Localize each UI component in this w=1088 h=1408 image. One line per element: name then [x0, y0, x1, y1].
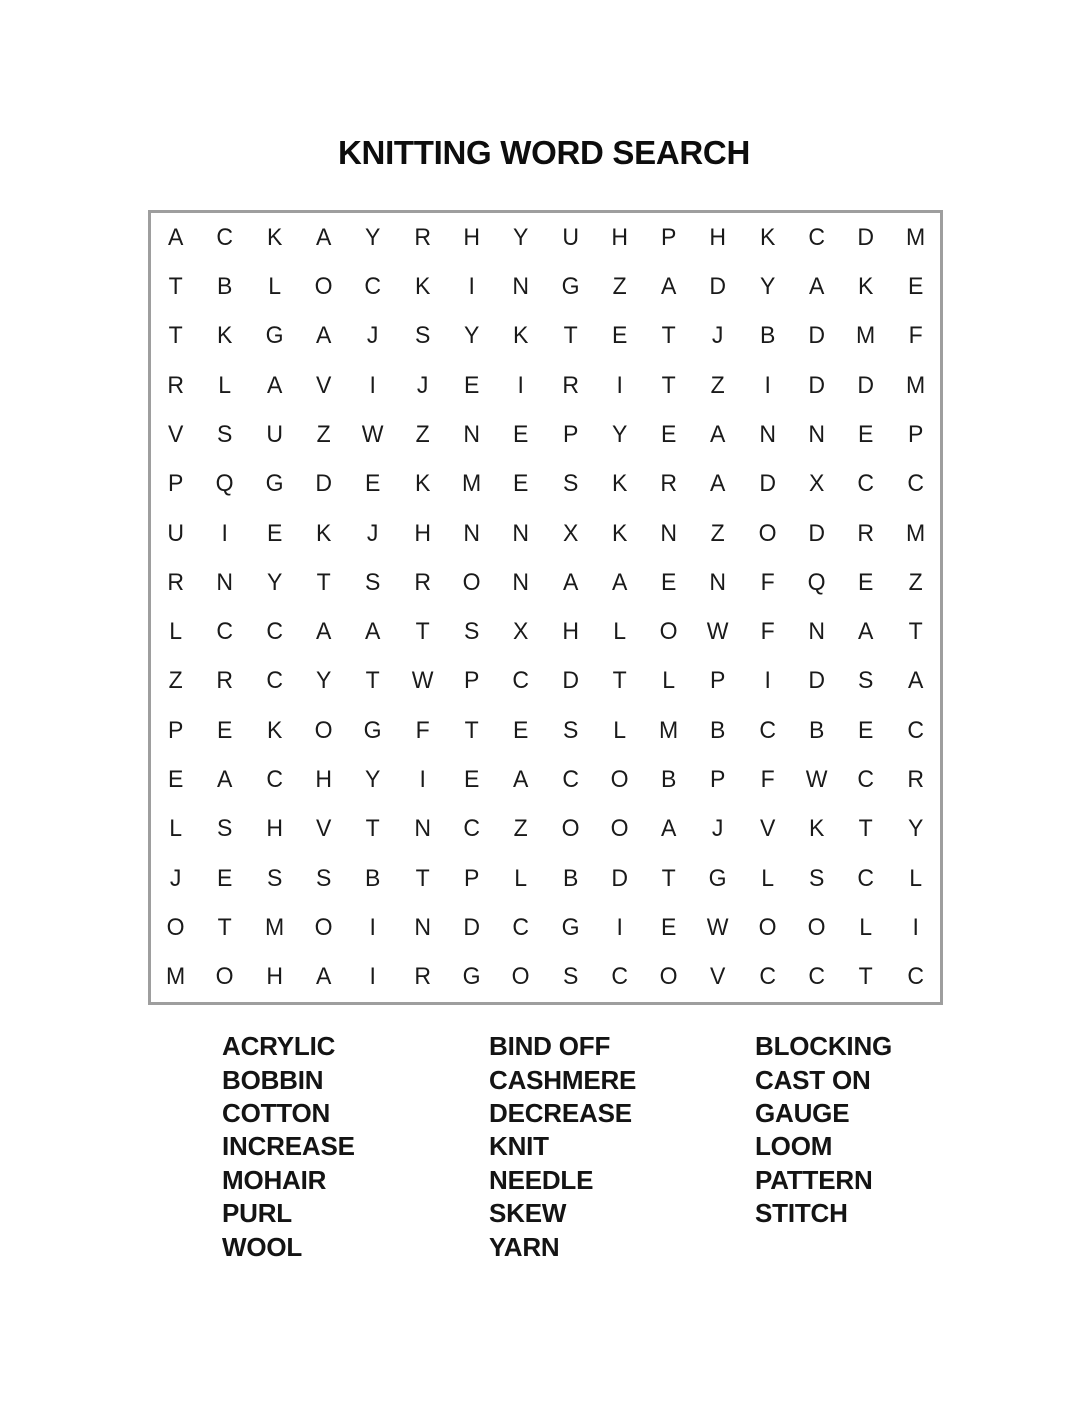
grid-cell-r7c11: N: [660, 519, 678, 547]
grid-cell-r10c16: A: [907, 667, 924, 695]
grid-cell-r3c7: Y: [463, 322, 480, 350]
grid-cell-r3c9: T: [563, 322, 578, 350]
grid-cell-r8c12: N: [709, 568, 727, 596]
grid-cell-r14c10: D: [611, 864, 628, 892]
grid-cell-r1c16: M: [905, 223, 925, 251]
grid-cell-r3c3: G: [265, 322, 284, 350]
grid-cell-r2c4: O: [314, 272, 333, 300]
grid-cell-r2c12: D: [709, 272, 727, 300]
word-list-item: GAUGE: [755, 1097, 850, 1128]
grid-cell-r2c2: B: [217, 272, 233, 300]
grid-cell-r13c11: A: [661, 815, 677, 843]
grid-cell-r4c7: E: [463, 371, 480, 399]
grid-cell-r14c2: E: [217, 864, 233, 892]
word-list-item: CASHMERE: [489, 1064, 637, 1095]
word-list-item: BOBBIN: [222, 1064, 324, 1095]
word-list-item: INCREASE: [222, 1131, 355, 1162]
grid-cell-r6c14: X: [809, 470, 825, 498]
grid-cell-r3c14: D: [808, 322, 826, 350]
grid-cell-r2c5: C: [364, 272, 382, 300]
grid-cell-r15c7: D: [463, 914, 480, 942]
grid-cell-r6c10: K: [611, 470, 628, 498]
grid-cell-r8c16: Z: [908, 568, 923, 596]
grid-cell-r2c13: Y: [759, 272, 776, 300]
grid-cell-r10c1: Z: [168, 667, 183, 695]
word-list-item: MOHAIR: [222, 1164, 327, 1195]
grid-cell-r13c10: O: [610, 815, 629, 843]
grid-cell-r9c10: L: [613, 618, 626, 646]
word-list-item: PURL: [222, 1198, 292, 1229]
word-list-item: LOOM: [755, 1131, 833, 1162]
grid-cell-r6c11: R: [660, 470, 678, 498]
word-list-item: ACRYLIC: [222, 1031, 336, 1062]
grid-cell-r1c11: P: [661, 223, 677, 251]
grid-cell-r10c9: D: [561, 667, 579, 695]
grid-cell-r2c7: I: [468, 272, 475, 300]
grid-cell-r13c4: V: [315, 815, 332, 843]
grid-cell-r8c10: A: [611, 568, 628, 596]
grid-cell-r8c4: T: [316, 568, 331, 596]
grid-cell-r7c6: H: [413, 519, 431, 547]
grid-cell-r13c7: C: [463, 815, 480, 843]
grid-cell-r2c9: G: [561, 272, 580, 300]
grid-cell-r6c15: C: [857, 470, 875, 498]
grid-cell-r4c9: R: [561, 371, 579, 399]
grid-cell-r11c7: T: [464, 716, 479, 744]
grid-cell-r7c3: E: [266, 519, 282, 547]
grid-cell-r2c14: A: [809, 272, 825, 300]
grid-cell-r11c11: M: [659, 716, 679, 744]
grid-cell-r13c13: V: [759, 815, 776, 843]
grid-cell-r10c8: C: [512, 667, 530, 695]
grid-cell-r2c3: L: [267, 272, 281, 300]
word-list-item: CAST ON: [755, 1064, 871, 1095]
grid-cell-r1c7: H: [463, 223, 480, 251]
grid-cell-r9c3: C: [265, 618, 283, 646]
grid-cell-r11c3: K: [266, 716, 282, 744]
grid-cell-r10c6: W: [411, 667, 434, 695]
grid-cell-r3c11: T: [661, 322, 676, 350]
grid-cell-r15c2: T: [217, 914, 233, 942]
grid-cell-r12c1: E: [167, 766, 184, 794]
grid-cell-r12c7: E: [463, 766, 480, 794]
grid-cell-r4c3: A: [266, 371, 282, 399]
grid-cell-r5c11: E: [661, 420, 677, 448]
grid-cell-r14c15: C: [857, 864, 875, 892]
grid-cell-r7c16: M: [905, 519, 925, 547]
grid-cell-r2c11: A: [661, 272, 677, 300]
grid-cell-r16c10: C: [611, 963, 628, 991]
grid-cell-r16c14: C: [808, 963, 826, 991]
grid-cell-r1c13: K: [759, 223, 776, 251]
grid-cell-r5c1: V: [167, 420, 184, 448]
grid-cell-r6c7: M: [461, 470, 482, 498]
grid-cell-r1c4: A: [315, 223, 332, 251]
grid-cell-r3c2: K: [217, 322, 233, 350]
grid-cell-r8c2: N: [216, 568, 234, 596]
grid-cell-r10c10: T: [612, 667, 627, 695]
grid-cell-r10c13: I: [764, 667, 771, 695]
grid-cell-r1c8: Y: [513, 223, 529, 251]
grid-cell-r15c5: I: [369, 914, 377, 942]
grid-cell-r5c5: W: [362, 420, 384, 448]
grid-cell-r4c5: I: [369, 371, 377, 399]
grid-cell-r12c2: A: [217, 766, 233, 794]
grid-cell-r9c6: T: [415, 618, 430, 646]
grid-cell-r9c2: C: [216, 618, 234, 646]
grid-cell-r3c15: M: [856, 322, 876, 350]
grid-cell-r16c6: R: [413, 963, 431, 991]
grid-cell-r5c13: N: [759, 420, 776, 448]
grid-cell-r1c12: H: [709, 223, 727, 251]
grid-cell-r9c14: N: [808, 618, 826, 646]
grid-cell-r16c5: I: [369, 963, 377, 991]
grid-cell-r5c3: U: [265, 420, 283, 448]
grid-cell-r12c15: C: [857, 766, 875, 794]
grid-cell-r6c6: K: [414, 470, 430, 498]
grid-cell-r10c3: C: [265, 667, 283, 695]
grid-cell-r12c13: F: [760, 766, 775, 794]
grid-cell-r7c1: U: [167, 519, 184, 547]
grid-cell-r16c3: H: [265, 963, 283, 991]
grid-cell-r14c7: P: [463, 864, 480, 892]
grid-cell-r14c11: T: [661, 864, 676, 892]
grid-cell-r15c6: N: [413, 914, 431, 942]
grid-cell-r14c12: G: [709, 864, 728, 892]
grid-cell-r11c4: O: [314, 716, 333, 744]
grid-cell-r4c8: I: [517, 371, 525, 399]
grid-cell-r11c16: C: [907, 716, 924, 744]
grid-cell-r10c15: S: [858, 667, 874, 695]
grid-cell-r16c2: O: [215, 963, 234, 991]
grid-cell-r6c9: S: [562, 470, 578, 498]
grid-cell-r7c4: K: [315, 519, 332, 547]
grid-cell-r15c4: O: [314, 914, 333, 942]
grid-cell-r10c2: R: [216, 667, 234, 695]
grid-cell-r6c5: E: [365, 470, 381, 498]
grid-cell-r9c9: H: [561, 618, 579, 646]
grid-cell-r12c14: W: [805, 766, 828, 794]
grid-cell-r3c5: J: [367, 322, 379, 350]
grid-cell-r11c14: B: [809, 716, 825, 744]
grid-cell-r2c16: E: [907, 272, 924, 300]
grid-cell-r1c9: U: [561, 223, 579, 251]
grid-cell-r16c11: O: [659, 963, 678, 991]
grid-cell-r15c8: C: [512, 914, 530, 942]
grid-cell-r14c9: B: [562, 864, 578, 892]
grid-cell-r4c10: I: [616, 371, 623, 399]
grid-cell-r16c7: G: [462, 963, 481, 991]
word-list-column-2: [489, 1030, 636, 1264]
grid-cell-r8c3: Y: [266, 568, 282, 596]
grid-cell-r6c13: D: [759, 470, 776, 498]
grid-cell-r12c4: H: [315, 766, 332, 794]
word-list-column-1: [222, 1030, 355, 1264]
grid-cell-r6c2: Q: [215, 470, 234, 498]
grid-cell-r1c5: Y: [365, 223, 381, 251]
grid-cell-r5c10: Y: [611, 420, 628, 448]
grid-cell-r3c13: B: [759, 322, 776, 350]
grid-cell-r8c1: R: [167, 568, 184, 596]
grid-cell-r14c5: B: [365, 864, 381, 892]
grid-cell-r15c10: I: [616, 914, 623, 942]
grid-cell-r2c10: Z: [612, 272, 627, 300]
grid-cell-r11c6: F: [415, 716, 430, 744]
grid-cell-r7c13: O: [758, 519, 777, 547]
word-list-item: PATTERN: [755, 1164, 873, 1195]
grid-cell-r13c3: H: [265, 815, 283, 843]
grid-cell-r7c2: I: [221, 519, 229, 547]
grid-cell-r13c16: Y: [907, 815, 924, 843]
word-list-item: KNIT: [489, 1131, 549, 1162]
word-list-item: SKEW: [489, 1198, 567, 1229]
grid-cell-r4c2: L: [218, 371, 232, 399]
word-list-item: BIND OFF: [489, 1031, 611, 1062]
grid-cell-r8c9: A: [562, 568, 578, 596]
grid-cell-r15c14: O: [807, 914, 826, 942]
grid-cell-r14c13: L: [760, 864, 774, 892]
grid-cell-r7c9: X: [562, 519, 578, 547]
grid-cell-r9c15: A: [858, 618, 874, 646]
grid-cell-r13c12: J: [712, 815, 724, 843]
grid-cell-r4c13: I: [764, 371, 771, 399]
grid-cell-r8c7: O: [462, 568, 481, 596]
grid-cell-r9c1: L: [169, 618, 183, 646]
grid-cell-r9c8: X: [513, 618, 529, 646]
grid-cell-r5c16: P: [907, 420, 924, 448]
grid-cell-r6c12: A: [710, 470, 726, 498]
grid-cell-r14c14: S: [809, 864, 825, 892]
grid-cell-r1c1: A: [167, 223, 184, 251]
grid-cell-r13c8: Z: [513, 815, 528, 843]
grid-cell-r11c5: G: [363, 716, 382, 744]
grid-cell-r11c9: S: [562, 716, 578, 744]
grid-cell-r15c9: G: [561, 914, 580, 942]
grid-cell-r10c4: Y: [315, 667, 332, 695]
grid-cell-r7c7: N: [463, 519, 480, 547]
grid-cell-r12c16: R: [907, 766, 924, 794]
grid-cell-r14c4: S: [315, 864, 332, 892]
grid-cell-r8c13: F: [760, 568, 775, 596]
grid-cell-r1c10: H: [611, 223, 628, 251]
word-list-item: STITCH: [755, 1198, 848, 1229]
grid-cell-r16c12: V: [710, 963, 726, 991]
grid-cell-r13c9: O: [561, 815, 580, 843]
grid-cell-r3c12: J: [712, 322, 724, 350]
grid-cell-r10c5: T: [365, 667, 380, 695]
grid-cell-r6c1: P: [167, 470, 184, 498]
letter-grid: [148, 210, 943, 1005]
grid-cell-r16c13: C: [759, 963, 776, 991]
grid-cell-r13c15: T: [858, 815, 874, 843]
word-list-item: YARN: [489, 1231, 560, 1262]
grid-cell-r14c1: J: [169, 864, 182, 892]
grid-cell-r16c15: T: [858, 963, 874, 991]
grid-cell-r12c10: O: [610, 766, 629, 794]
grid-cell-r7c12: Z: [711, 519, 726, 547]
grid-cell-r1c3: K: [266, 223, 282, 251]
grid-cell-r5c7: N: [463, 420, 480, 448]
grid-cell-r3c4: A: [315, 322, 332, 350]
grid-cell-r2c8: N: [512, 272, 530, 300]
word-list-item: NEEDLE: [489, 1164, 594, 1195]
grid-cell-r13c14: K: [809, 815, 825, 843]
grid-cell-r16c9: S: [562, 963, 578, 991]
grid-cell-r16c4: A: [315, 963, 332, 991]
grid-cell-r10c14: D: [808, 667, 826, 695]
grid-cell-r13c2: S: [217, 815, 233, 843]
word-list-item: DECREASE: [489, 1097, 632, 1128]
grid-cell-r3c10: E: [611, 322, 628, 350]
grid-cell-r1c15: D: [857, 223, 875, 251]
grid-cell-r9c4: A: [315, 618, 332, 646]
puzzle-title: KNITTING WORD SEARCH: [338, 134, 750, 171]
grid-cell-r9c5: A: [365, 618, 381, 646]
grid-cell-r14c3: S: [266, 864, 282, 892]
grid-cell-r10c12: P: [710, 667, 726, 695]
grid-cell-r3c8: K: [513, 322, 529, 350]
grid-cell-r14c8: L: [514, 864, 528, 892]
grid-cell-r4c4: V: [315, 371, 332, 399]
grid-cell-r5c2: S: [217, 420, 233, 448]
grid-cell-r3c16: F: [908, 322, 923, 350]
grid-cell-r9c13: F: [760, 618, 775, 646]
grid-cell-r6c3: G: [265, 470, 284, 498]
grid-cell-r15c16: I: [912, 914, 919, 942]
grid-cell-r14c6: T: [415, 864, 430, 892]
word-list-column-3: [755, 1030, 892, 1230]
grid-cell-r11c8: E: [513, 716, 529, 744]
grid-cell-r5c9: P: [562, 420, 578, 448]
grid-cell-r8c8: N: [512, 568, 530, 596]
grid-cell-r9c12: W: [707, 618, 729, 646]
grid-cell-r12c11: B: [661, 766, 677, 794]
grid-cell-r4c1: R: [167, 371, 184, 399]
grid-cell-r2c15: K: [858, 272, 874, 300]
grid-cell-r12c9: C: [561, 766, 579, 794]
grid-cell-r15c3: M: [264, 914, 284, 942]
grid-cell-r15c13: O: [758, 914, 777, 942]
grid-cell-r3c1: T: [168, 322, 183, 350]
grid-cell-r12c8: A: [513, 766, 529, 794]
grid-cell-r12c5: Y: [365, 766, 381, 794]
grid-cell-r12c6: I: [419, 766, 426, 794]
grid-cell-r10c11: L: [662, 667, 676, 695]
grid-cell-r11c10: L: [613, 716, 626, 744]
grid-cell-r5c6: Z: [415, 420, 430, 448]
word-list-item: WOOL: [222, 1231, 303, 1262]
grid-cell-r15c1: O: [166, 914, 185, 942]
grid-cell-r3c6: S: [414, 322, 430, 350]
grid-cell-r12c3: C: [265, 766, 283, 794]
grid-cell-r16c16: C: [907, 963, 924, 991]
grid-cell-r9c7: S: [463, 618, 480, 646]
grid-cell-r5c4: Z: [316, 420, 331, 448]
grid-cell-r7c15: R: [857, 519, 875, 547]
grid-cell-r13c1: L: [169, 815, 183, 843]
grid-cell-r8c14: Q: [807, 568, 826, 596]
grid-cell-r7c10: K: [611, 519, 628, 547]
grid-cell-r8c5: S: [365, 568, 381, 596]
grid-cell-r5c8: E: [513, 420, 529, 448]
grid-cell-r16c1: M: [166, 963, 186, 991]
word-list-item: BLOCKING: [755, 1031, 893, 1062]
grid-cell-r6c8: E: [513, 470, 529, 498]
grid-cell-r15c15: L: [859, 914, 873, 942]
grid-cell-r9c11: O: [659, 618, 678, 646]
grid-cell-r4c6: J: [416, 371, 428, 399]
grid-cell-r16c8: O: [511, 963, 530, 991]
grid-cell-r11c1: P: [167, 716, 184, 744]
word-list-item: COTTON: [222, 1097, 331, 1128]
grid-cell-r7c5: J: [367, 519, 379, 547]
grid-cell-r1c6: R: [413, 223, 431, 251]
grid-cell-r13c5: T: [365, 815, 380, 843]
grid-cell-r7c14: D: [808, 519, 826, 547]
grid-cell-r4c11: T: [661, 371, 676, 399]
grid-cell-r5c15: E: [858, 420, 874, 448]
grid-cell-r5c12: A: [710, 420, 726, 448]
grid-cell-r2c1: T: [168, 272, 183, 300]
grid-cell-r8c6: R: [413, 568, 431, 596]
grid-cell-r10c7: P: [463, 667, 480, 695]
grid-cell-r11c2: E: [217, 716, 233, 744]
grid-cell-r15c11: E: [661, 914, 677, 942]
grid-cell-r11c12: B: [710, 716, 726, 744]
grid-cell-r14c16: L: [908, 864, 922, 892]
grid-cell-r8c11: E: [661, 568, 677, 596]
grid-cell-r15c12: W: [707, 914, 729, 942]
grid-cell-r4c14: D: [808, 371, 826, 399]
grid-cell-r8c15: E: [858, 568, 874, 596]
grid-cell-r13c6: N: [413, 815, 431, 843]
grid-cell-r6c16: C: [907, 470, 924, 498]
grid-cell-r5c14: N: [808, 420, 826, 448]
grid-cell-r11c15: E: [858, 716, 874, 744]
grid-cell-r4c15: D: [857, 371, 875, 399]
grid-cell-r2c6: K: [414, 272, 430, 300]
grid-cell-r12c12: P: [710, 766, 726, 794]
grid-cell-r1c14: C: [808, 223, 826, 251]
grid-cell-r11c13: C: [759, 716, 776, 744]
grid-cell-r6c4: D: [315, 470, 332, 498]
grid-cell-r4c12: Z: [711, 371, 726, 399]
grid-cell-r9c16: T: [908, 618, 923, 646]
grid-cell-r7c8: N: [512, 519, 530, 547]
grid-cell-r4c16: M: [905, 371, 925, 399]
grid-cell-r1c2: C: [216, 223, 234, 251]
